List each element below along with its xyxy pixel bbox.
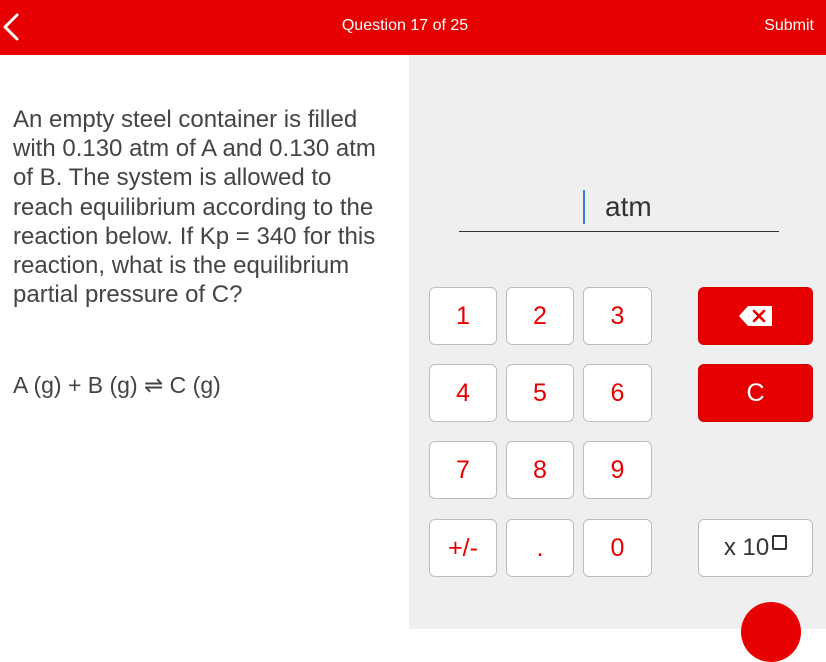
submit-button[interactable]: Submit (764, 17, 814, 34)
answer-field[interactable] (459, 231, 779, 232)
reaction-equation: A (g) + B (g) ⇌ C (g) (13, 372, 221, 398)
backspace-button[interactable] (698, 287, 813, 345)
sign-toggle-key[interactable]: +/- (429, 519, 497, 577)
key-3[interactable]: 3 (583, 287, 652, 345)
question-panel (0, 55, 409, 629)
key-5[interactable]: 5 (506, 364, 574, 422)
answer-panel (409, 55, 826, 629)
back-button[interactable] (0, 12, 24, 42)
key-0[interactable]: 0 (583, 519, 652, 577)
text-cursor (583, 190, 585, 224)
key-2[interactable]: 2 (506, 287, 574, 345)
expand-tools-button[interactable] (741, 602, 801, 662)
exponent-box-icon (772, 535, 787, 550)
key-9[interactable]: 9 (583, 441, 652, 499)
key-4[interactable]: 4 (429, 364, 497, 422)
decimal-key[interactable]: . (506, 519, 574, 577)
sci-notation-label: x 10 (723, 534, 770, 561)
key-6[interactable]: 6 (583, 364, 652, 422)
key-7[interactable]: 7 (429, 441, 497, 499)
key-8[interactable]: 8 (506, 441, 574, 499)
key-1[interactable]: 1 (429, 287, 497, 345)
chevron-left-icon (0, 12, 24, 42)
clear-button[interactable]: C (698, 364, 813, 422)
backspace-icon (738, 305, 774, 327)
answer-unit: atm (605, 191, 652, 222)
question-text: An empty steel container is filled with 0.130 atm of A and 0.130 atm of B. The system is allowed to reach equilibrium according to the reaction below. If Kp = 340 for this reaction, what is the equilibrium partial pressure of C? (13, 106, 376, 309)
scientific-notation-key[interactable] (698, 519, 813, 577)
question-progress: Question 17 of 25 (341, 17, 469, 34)
top-bar (0, 0, 826, 55)
